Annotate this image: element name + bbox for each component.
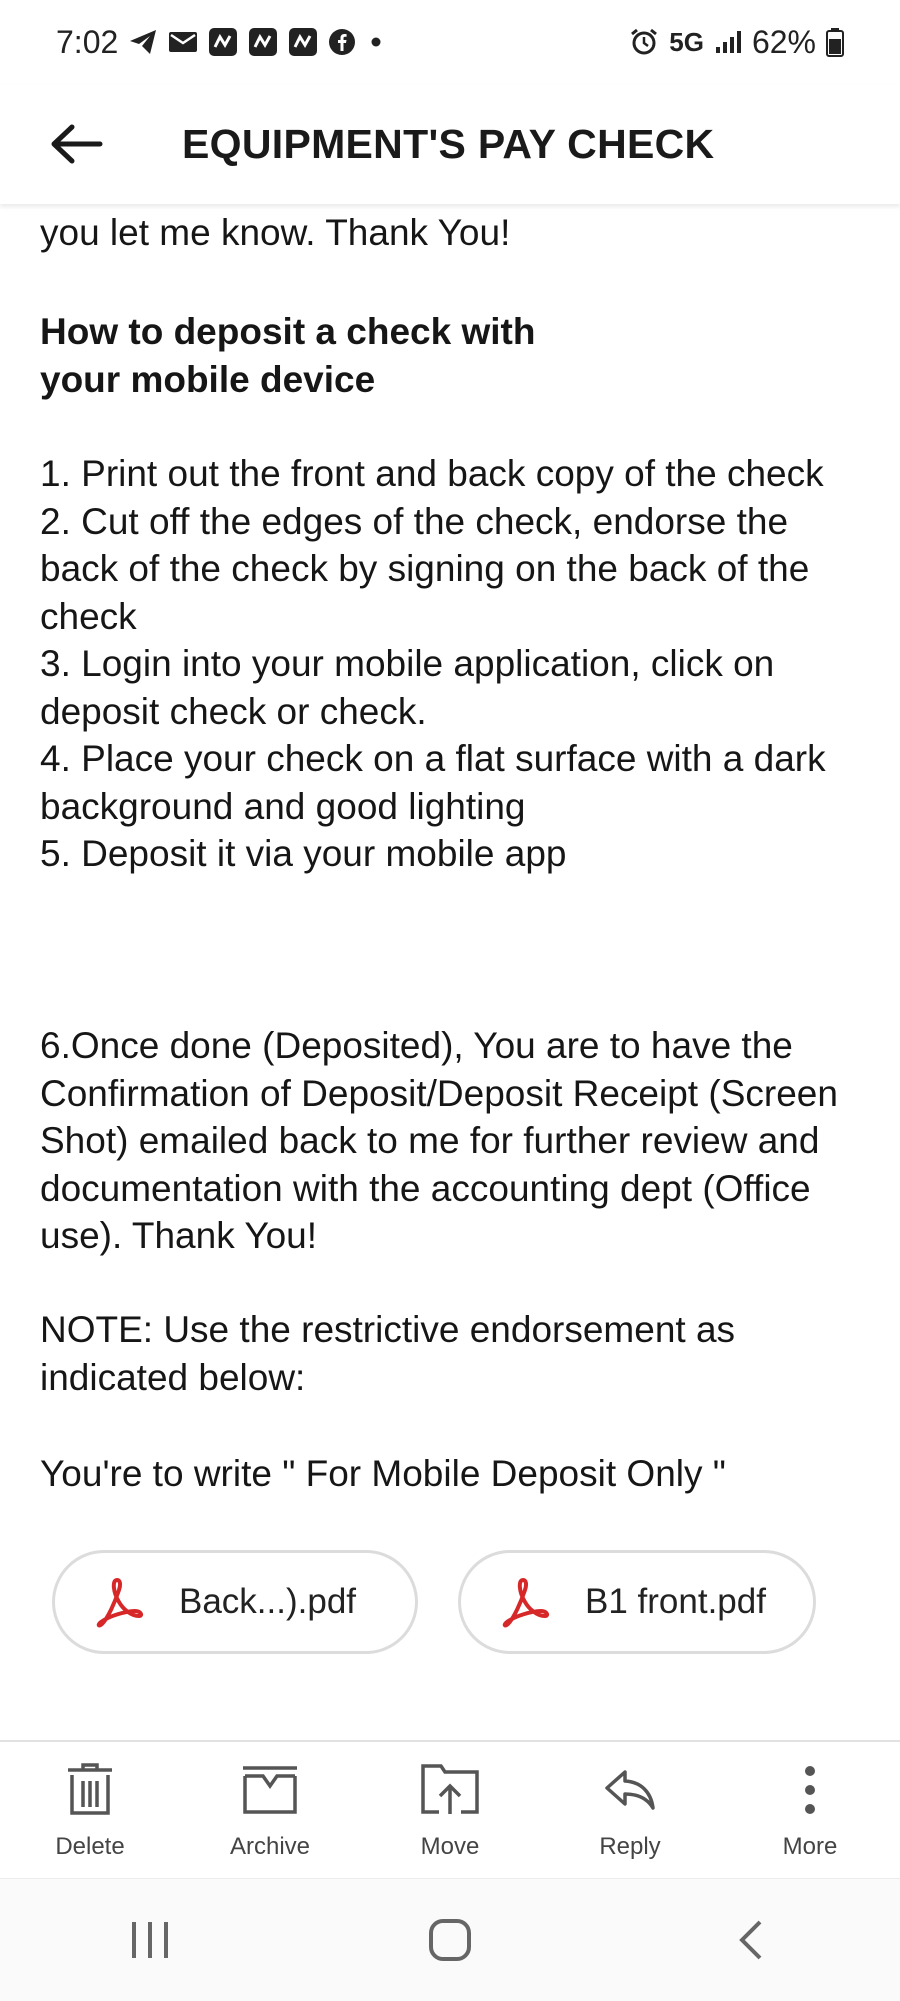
delete-label: Delete xyxy=(55,1833,125,1860)
message-action-toolbar xyxy=(0,1740,900,1880)
network-type: 5G xyxy=(669,26,704,57)
reply-button[interactable] xyxy=(550,1761,710,1861)
archive-label: Archive xyxy=(229,1833,311,1860)
archive-button[interactable] xyxy=(190,1761,350,1861)
status-left xyxy=(56,24,386,61)
step-item: 1. Print out the front and back copy of the check xyxy=(40,453,824,494)
reply-icon xyxy=(603,1768,657,1812)
more-notifications-dot-icon xyxy=(366,32,386,52)
archive-icon xyxy=(241,1766,299,1814)
move-folder-icon xyxy=(421,1764,479,1816)
partial-text-line: you let me know. Thank You! xyxy=(40,212,511,253)
instructions-heading xyxy=(40,308,860,403)
attachment-name: Back...).pdf xyxy=(179,1582,357,1621)
mail-icon xyxy=(168,30,198,54)
heading-line: How to deposit a check with xyxy=(40,311,536,352)
status-right xyxy=(629,24,844,61)
step-item: 3. Login into your mobile application, click on deposit check or check. xyxy=(40,643,775,732)
step-6-paragraph xyxy=(40,1022,860,1260)
move-label: Move xyxy=(420,1833,480,1860)
back-button[interactable] xyxy=(46,114,106,174)
pdf-icon xyxy=(499,1576,551,1628)
alarm-icon xyxy=(629,27,659,57)
signal-icon xyxy=(714,29,742,55)
email-subject-title: EQUIPMENT'S PAY CHECK xyxy=(182,120,715,167)
more-label: More xyxy=(782,1833,838,1860)
app-notification-icon xyxy=(288,27,318,57)
more-button[interactable] xyxy=(730,1761,890,1861)
more-vertical-icon xyxy=(802,1765,818,1815)
system-navigation-bar xyxy=(0,1878,900,2001)
note-paragraph xyxy=(40,1306,860,1401)
instruction-paragraph xyxy=(40,1450,860,1498)
delete-button[interactable] xyxy=(10,1761,170,1861)
move-button[interactable] xyxy=(370,1761,530,1861)
recent-apps-button[interactable] xyxy=(90,1900,210,1980)
attachment-chip[interactable] xyxy=(52,1550,418,1654)
battery-percent: 62% xyxy=(751,23,816,60)
instruction-text: You're to write " For Mobile Deposit Only " xyxy=(40,1453,726,1494)
trash-icon xyxy=(66,1763,114,1817)
app-notification-icon xyxy=(208,27,238,57)
email-body xyxy=(0,204,900,1740)
attachments-row xyxy=(52,1550,816,1654)
system-back-button[interactable] xyxy=(690,1900,810,1980)
home-icon xyxy=(428,1918,472,1962)
status-bar xyxy=(0,0,900,84)
steps-list xyxy=(40,450,860,878)
attachment-chip[interactable] xyxy=(458,1550,816,1654)
chevron-left-icon xyxy=(736,1918,764,1962)
app-notification-icon xyxy=(248,27,278,57)
app-bar xyxy=(0,84,900,204)
telegram-icon xyxy=(128,28,158,56)
step-item: 4. Place your check on a flat surface with a dark background and good lighting xyxy=(40,738,826,827)
facebook-icon xyxy=(328,28,356,56)
reply-label: Reply xyxy=(599,1833,661,1860)
heading-line: your mobile device xyxy=(40,358,376,400)
step-item: 6.Once done (Deposited), You are to have the Confirmation of Deposit/Deposit Receipt (Screen Shot) emailed back to me for further review and documentation with the accounting dept (Office use). Thank You! xyxy=(40,1025,838,1256)
recent-apps-icon xyxy=(128,1920,172,1960)
battery-icon xyxy=(826,27,844,57)
arrow-left-icon xyxy=(48,122,104,166)
pdf-icon xyxy=(93,1576,145,1628)
attachment-name: B1 front.pdf xyxy=(585,1582,766,1621)
step-item: 5. Deposit it via your mobile app xyxy=(40,833,567,874)
step-item: 2. Cut off the edges of the check, endorse the back of the check by signing on the back of the check xyxy=(40,500,810,637)
note-text: NOTE: Use the restrictive endorsement as indicated below: xyxy=(40,1309,736,1398)
home-button[interactable] xyxy=(390,1900,510,1980)
status-time: 7:02 xyxy=(56,23,119,60)
